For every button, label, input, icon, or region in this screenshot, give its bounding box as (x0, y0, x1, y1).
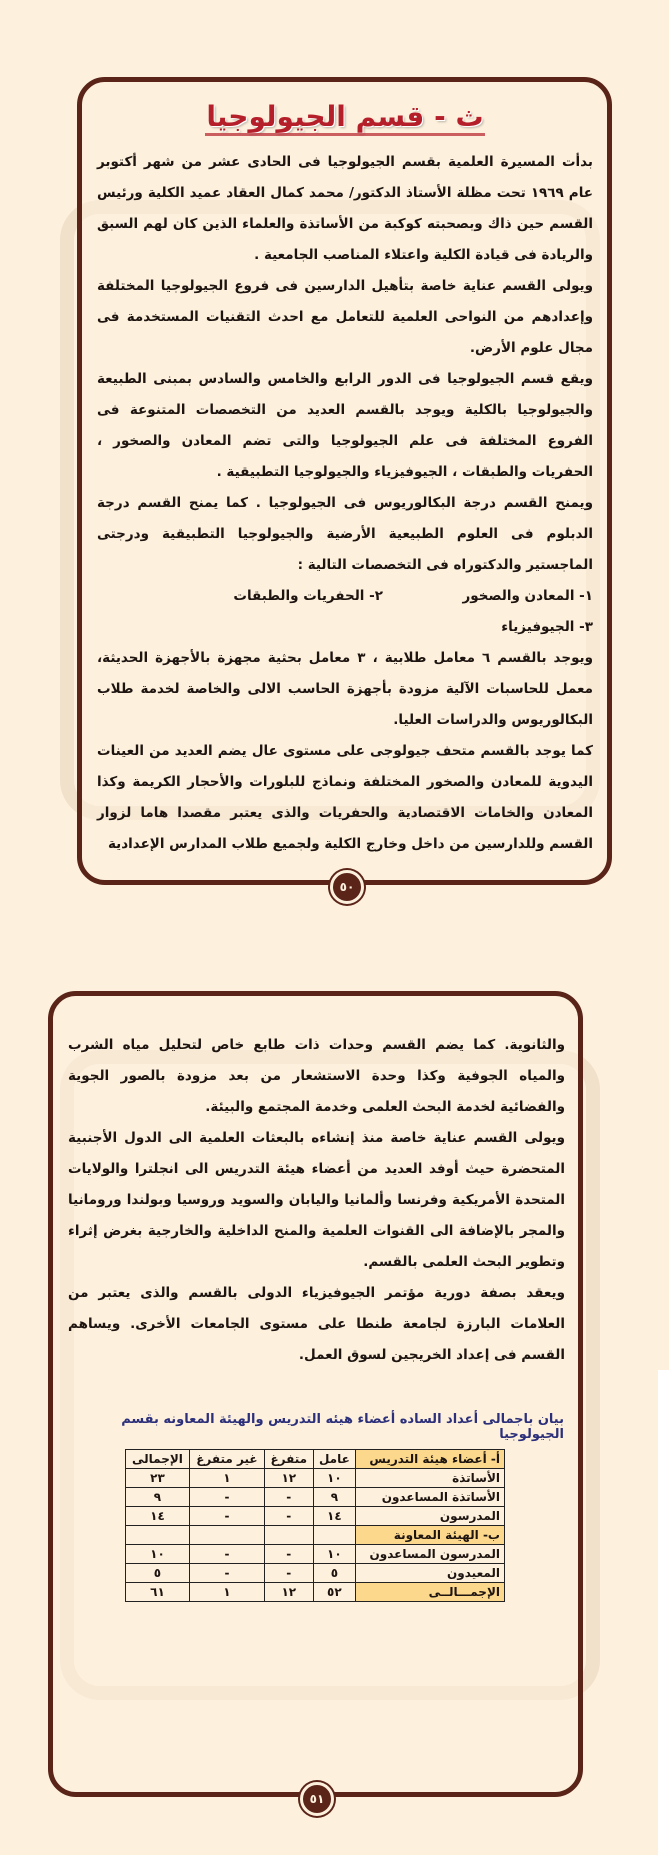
title-underline (205, 133, 485, 136)
table-row (126, 1488, 505, 1507)
header-cell: الإجمالى (126, 1450, 190, 1469)
table-cell: ١٤ (313, 1507, 355, 1526)
table-cell: ١٢ (264, 1469, 313, 1488)
paragraph: ويعقد بصفة دورية مؤتمر الجيوفيزياء الدولى بالقسم والذى يعتبر من العلامات البارزة لجامعة طنطا على مستوى الجامعات الأخرى. ويساهم القسم فى إعداد الخريجين لسوق العمل. (68, 1285, 565, 1363)
section-title: ث - قسم الجيولوجيا (206, 100, 484, 133)
table-cell (189, 1526, 264, 1545)
table-cell: - (264, 1545, 313, 1564)
specialty-item: ٢- الحفريات والطبقات (233, 588, 383, 604)
table-cell: ٥ (313, 1564, 355, 1583)
table-cell: - (189, 1564, 264, 1583)
row-label: المدرسون المساعدون (356, 1545, 505, 1564)
table-row (126, 1564, 505, 1583)
specialty-item: ١- المعادن والصخور (462, 588, 593, 604)
table-cell: ١ (189, 1583, 264, 1602)
table-cell: ١٢ (264, 1583, 313, 1602)
table-cell: ٥ (126, 1564, 190, 1583)
table-cell: ١٠ (126, 1545, 190, 1564)
section-label: ب- الهيئة المعاونة (356, 1526, 505, 1545)
table-caption: بيان باجمالى أعداد الساده أعضاء هيئه التدريس والهيئة المعاونه بقسم الجيولوجيا (121, 1412, 564, 1442)
paragraph: ويمنح القسم درجة البكالوريوس فى الجيولوجيا . كما يمنح القسم درجة الدبلوم فى العلوم الطبيعية الأرضية والجيولوجيا التطبيقية ودرجتى الماجستير والدكتوراه فى التخصصات التالية : (97, 495, 593, 573)
table-cell: ١ (189, 1469, 264, 1488)
page-number: ٥٠ (330, 870, 364, 904)
table-cell: - (189, 1545, 264, 1564)
table-total-row (126, 1583, 505, 1602)
page1-body (97, 147, 593, 860)
paragraph: كما يوجد بالقسم متحف جيولوجى على مستوى عال يضم العديد من العينات اليدوية للمعادن والصخور المختلفة ونماذج للبلورات والأحجار الكريمة وكذا المعادن والخامات الاقتصادية والحفريات والذى يعتبر مقصدا هاما لزوار القسم وللدارسين من داخل وخارج الكلية ولجميع طلاب المدارس الإعدادية (97, 743, 593, 852)
table-row (126, 1545, 505, 1564)
total-label: الإجمـــالــى (356, 1583, 505, 1602)
table-cell: ٩ (313, 1488, 355, 1507)
table-cell: ٢٣ (126, 1469, 190, 1488)
header-cell: عامل (313, 1450, 355, 1469)
table-cell: - (189, 1507, 264, 1526)
table-section-row (126, 1526, 505, 1545)
table-cell: ١٤ (126, 1507, 190, 1526)
table-cell (264, 1526, 313, 1545)
table-cell: ٥٢ (313, 1583, 355, 1602)
paragraph: ويولى القسم عناية خاصة بتأهيل الدارسين فى فروع الجيولوجيا المختلفة وإعدادهم من النواحى العلمية للتعامل مع احدث التقنيات المستخدمة فى مجال علوم الأرض. (97, 278, 593, 356)
table-row (126, 1469, 505, 1488)
table-cell: ٦١ (126, 1583, 190, 1602)
paragraph: ويقع قسم الجيولوجيا فى الدور الرابع والخامس والسادس بمبنى الطبيعة والجيولوجيا بالكلية ويوجد بالقسم العديد من التخصصات المتنوعة فى الفروع المختلفة فى علم الجيولوجيا والتى تضم المعادن والصخور ، الحفريات والطبقات ، الجيوفيزياء والجيولوجيا التطبيقية . (97, 371, 593, 480)
table-cell: - (264, 1564, 313, 1583)
page2-body (68, 1030, 565, 1371)
paragraph: بدأت المسيرة العلمية بقسم الجيولوجيا فى الحادى عشر من شهر أكتوبر عام ١٩٦٩ تحت مظلة الأستاذ الدكتور/ محمد كمال العقاد عميد الكلية ورئيس القسم حين ذاك وبصحبته كوكبة من الأساتذة والعلماء الذين كان لهم السبق والريادة فى قيادة الكلية واعتلاء المناصب الجامعية . (97, 154, 593, 263)
page-number: ٥١ (300, 1782, 334, 1816)
row-label: المعيدون (356, 1564, 505, 1583)
table-cell: ٩ (126, 1488, 190, 1507)
table-cell: - (264, 1488, 313, 1507)
row-label: الأساتذة (356, 1469, 505, 1488)
table-cell: - (189, 1488, 264, 1507)
row-label: الأساتذة المساعدون (356, 1488, 505, 1507)
page-edge-strip (658, 1370, 669, 1855)
header-cell: متفرغ (264, 1450, 313, 1469)
specialty-item: ٣- الجيوفيزياء (501, 619, 593, 635)
table-cell: ١٠ (313, 1469, 355, 1488)
header-cell: غير متفرغ (189, 1450, 264, 1469)
staff-table (125, 1449, 505, 1602)
paragraph: والثانوية. كما يضم القسم وحدات ذات طابع خاص لتحليل مياه الشرب والمياه الجوفية وكذا وحدة الاستشعار من بعد مزودة بالصور الجوية والفضائية لخدمة البحث العلمى وخدمة المجتمع والبيئة. (68, 1037, 565, 1115)
table-header-row (126, 1450, 505, 1469)
row-label: المدرسون (356, 1507, 505, 1526)
table-row (126, 1507, 505, 1526)
table-cell: - (264, 1507, 313, 1526)
specialties-row (97, 581, 593, 612)
paragraph: ويوجد بالقسم ٦ معامل طلابية ، ٣ معامل بحثية مجهزة بالأجهزة الحديثة، معمل للحاسبات الآلية مزودة بأجهزة الحاسب الالى والخاصة لخدمة طلاب البكالوريوس والدراسات العليا. (97, 650, 593, 728)
table-cell: ١٠ (313, 1545, 355, 1564)
table-cell (313, 1526, 355, 1545)
paragraph: ويولى القسم عناية خاصة منذ إنشاءه بالبعثات العلمية الى الدول الأجنبية المتحضرة حيث أوفد العديد من أعضاء هيئة التدريس الى انجلترا والولايات المتحدة الأمريكية وفرنسا وألمانيا واليابان والسويد وروسيا وبولندا ورومانيا والمجر بالإضافة الى القنوات العلمية والمنح الداخلية والخارجية بغرض إثراء وتطوير البحث العلمى بالقسم. (68, 1130, 565, 1270)
specialties-row (97, 612, 593, 643)
table-cell (126, 1526, 190, 1545)
header-cell: أ- أعضاء هيئة التدريس (356, 1450, 505, 1469)
